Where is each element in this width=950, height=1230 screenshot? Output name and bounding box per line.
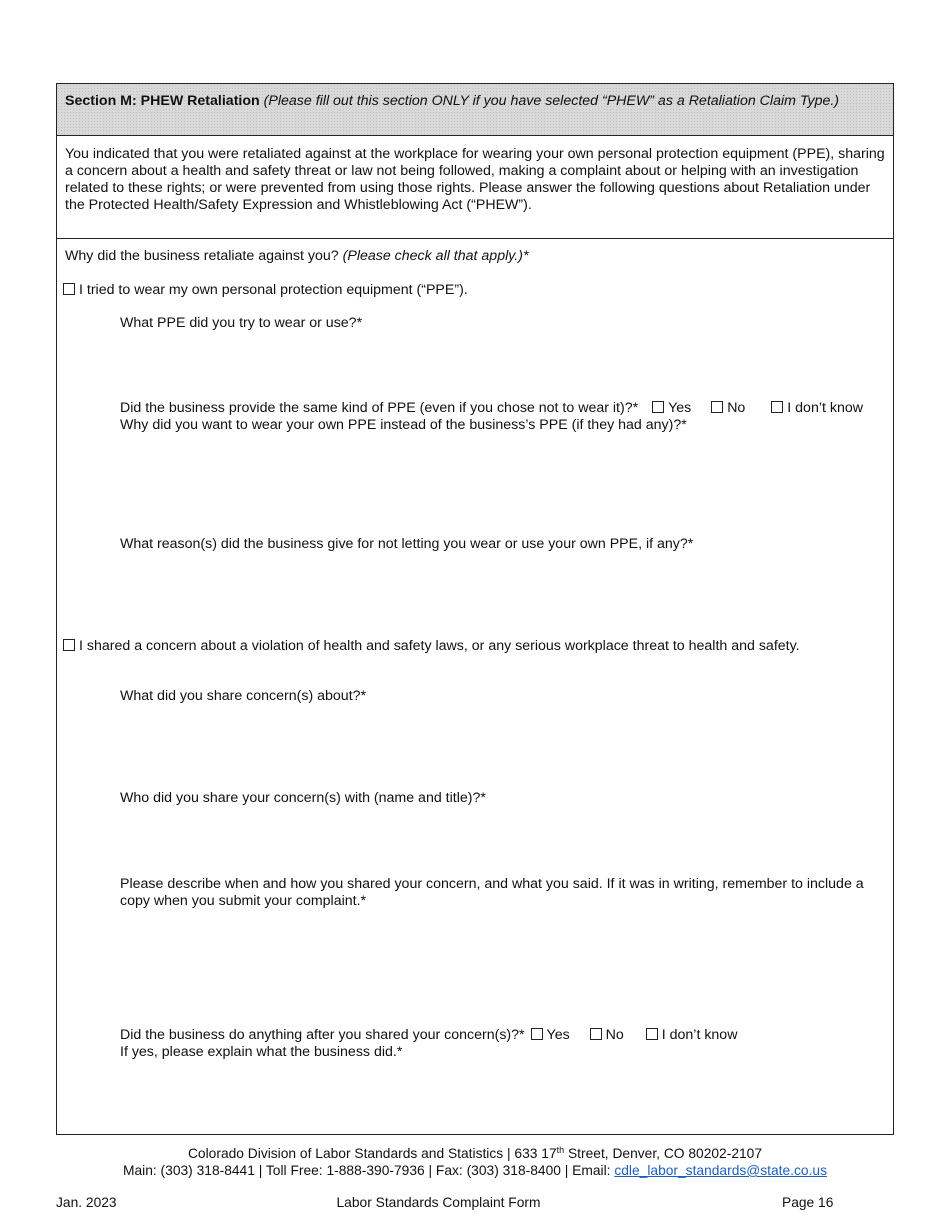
concern-question-1: What did you share concern(s) about?* — [120, 688, 367, 704]
concern-no-option[interactable] — [590, 1027, 624, 1044]
concern-option[interactable] — [63, 638, 800, 655]
concern-yes-checkbox[interactable] — [531, 1028, 543, 1040]
footer-org — [0, 1145, 950, 1162]
concern-checkbox[interactable] — [63, 639, 75, 651]
ppe-question-1: What PPE did you try to wear or use?* — [120, 315, 363, 331]
section-title: Section M: PHEW Retaliation — [65, 93, 260, 109]
concern-yes-option[interactable] — [531, 1027, 570, 1044]
footer-page-number: Page 16 — [782, 1195, 834, 1210]
footer-form-name: Labor Standards Complaint Form — [336, 1195, 541, 1210]
footer-contact — [0, 1162, 950, 1179]
concern-question-2: Who did you share your concern(s) with (name and title)?* — [120, 790, 486, 806]
section-intro: You indicated that you were retaliated against at the workplace for wearing your own personal protection equipment (PPE), sharing a concern about a health and safety threat or law not being followed, making a complaint about or helping with an investigation related to these rights; or were prevented from using those rights. Please answer the following questions about Retaliation under the Protected Health/Safety Expression and Whistleblowing Act (“PHEW”). — [57, 136, 893, 239]
footer-contact-numbers: Main: (303) 318-8441 | Toll Free: 1-888-390-7936 | Fax: (303) 318-8400 | Email: — [122, 1163, 615, 1178]
concern-dont-know-checkbox[interactable] — [646, 1028, 658, 1040]
ppe-question-3: Why did you want to wear your own PPE instead of the business’s PPE (if they had any)?* — [120, 417, 687, 433]
ppe-question-2-row — [120, 400, 863, 417]
ppe-no-checkbox[interactable] — [711, 401, 723, 413]
section-header — [57, 84, 893, 136]
main-question-text: Why did the business retaliate against you? — [65, 248, 339, 264]
footer-date: Jan. 2023 — [56, 1195, 117, 1210]
concern-dont-know-option[interactable] — [646, 1027, 738, 1044]
footer-org-city: Street, Denver, CO 80202-2107 — [564, 1146, 763, 1161]
concern-no-checkbox[interactable] — [590, 1028, 602, 1040]
concern-checkbox-label: I shared a concern about a violation of health and safety laws, or any serious workplace threat to health and safety. — [79, 638, 800, 654]
ppe-option[interactable] — [63, 282, 468, 299]
concern-question-5: If yes, please explain what the business did.* — [120, 1044, 403, 1060]
ppe-question-4: What reason(s) did the business give for not letting you wear or use your own PPE, if any?* — [120, 536, 694, 552]
ppe-no-label: No — [727, 400, 746, 416]
footer-org-address: Colorado Division of Labor Standards and Statistics | 633 17 — [187, 1146, 557, 1161]
footer-org-sup: th — [556, 1145, 565, 1155]
section-note: (Please fill out this section ONLY if you have selected “PHEW” as a Retaliation Claim Type.) — [263, 93, 840, 109]
ppe-dont-know-checkbox[interactable] — [771, 401, 783, 413]
main-question-note: (Please check all that apply.)* — [342, 248, 529, 264]
ppe-dont-know-option[interactable] — [771, 400, 863, 417]
ppe-no-option[interactable] — [711, 400, 745, 417]
ppe-yes-option[interactable] — [652, 400, 691, 417]
ppe-question-2: Did the business provide the same kind of PPE (even if you chose not to wear it)?* — [120, 400, 639, 416]
concern-question-4-row — [120, 1027, 737, 1044]
ppe-yes-checkbox[interactable] — [652, 401, 664, 413]
concern-question-4: Did the business do anything after you shared your concern(s)?* — [120, 1027, 525, 1043]
concern-question-3: Please describe when and how you shared your concern, and what you said. If it was in writing, remember to include a copy when you submit your complaint.* — [120, 876, 864, 909]
section-frame — [56, 83, 894, 1135]
main-question — [65, 248, 528, 265]
footer-email-link[interactable]: cdle_labor_standards@state.co.us — [614, 1163, 827, 1178]
concern-dont-know-label: I don’t know — [661, 1027, 738, 1043]
ppe-yes-label: Yes — [668, 400, 692, 416]
ppe-checkbox[interactable] — [63, 283, 75, 295]
ppe-dont-know-label: I don’t know — [787, 400, 863, 416]
ppe-checkbox-label: I tried to wear my own personal protection equipment (“PPE”). — [79, 282, 468, 298]
concern-yes-label: Yes — [546, 1027, 570, 1043]
concern-no-label: No — [605, 1027, 624, 1043]
